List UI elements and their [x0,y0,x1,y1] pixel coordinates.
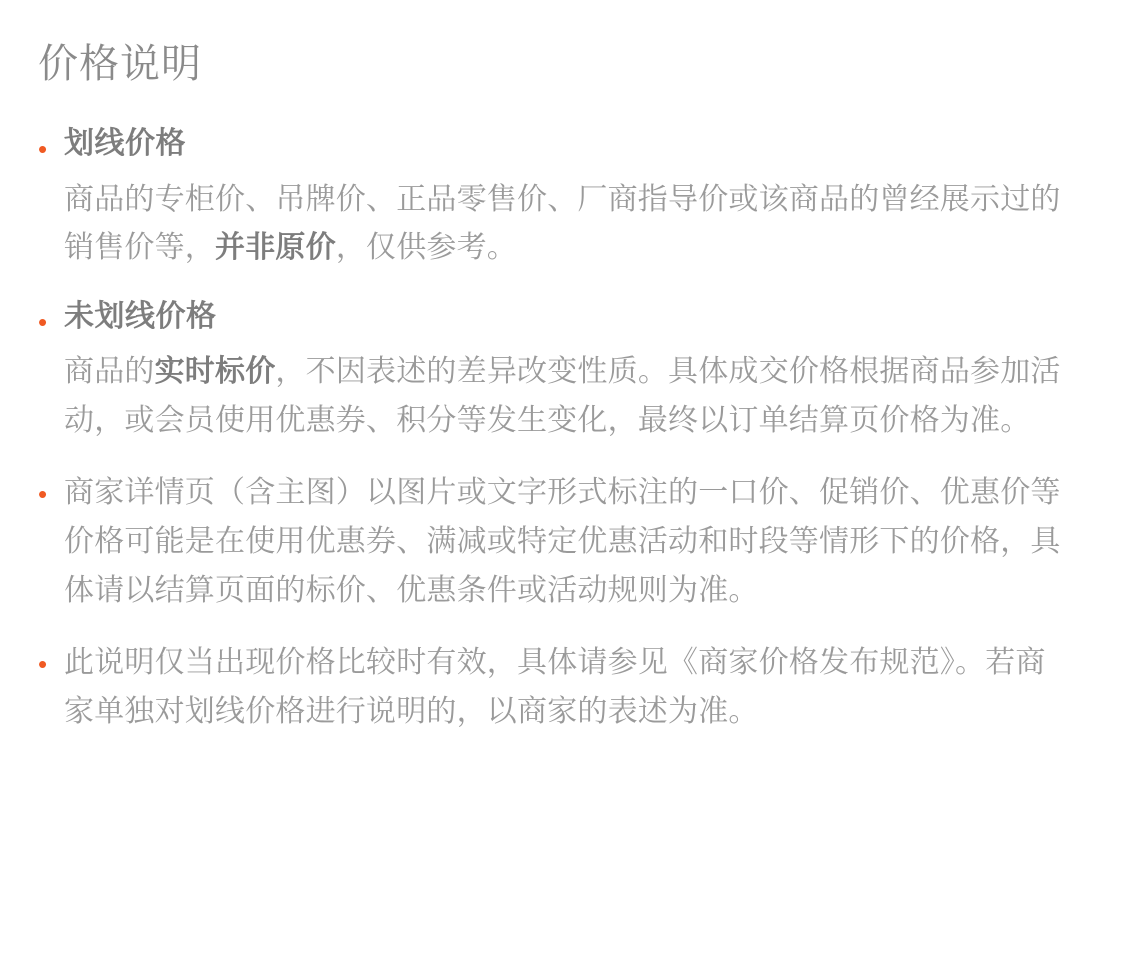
text-run-bold: 实时标价 [154,355,276,389]
price-sections-list [38,122,1073,736]
section-body [64,637,1073,736]
list-item [38,295,1073,446]
bullet-icon: • [38,649,48,680]
bullet-icon: • [38,134,48,164]
list-item [38,637,1073,736]
text-run: ，不因表述的差异改变性质。具体成交价格根据商品参加活动，或会员使用优惠券、积分等发生变化，最终以订单结算页价格为准。 [64,355,1061,437]
list-item [38,122,1073,273]
text-run-bold: 并非原价 [215,231,336,265]
section-heading: 未划线价格 [64,299,217,333]
section-text [64,176,1073,273]
section-text: 商家详情页（含主图）以图片或文字形式标注的一口价、促销价、优惠价等价格可能是在使用优惠券、满减或特定优惠活动和时段等情形下的价格，具体请以结算页面的标价、优惠条件或活动规则为准。 [64,476,1061,607]
section-body [64,295,1073,446]
page-title: 价格说明 [38,42,202,86]
section-body [64,467,1073,615]
text-run: 商品的专柜价、吊牌价、正品零售价、厂商指导价或该商品的曾经展示过的销售价等， [64,182,1061,265]
text-run: 商品的 [64,355,155,389]
section-heading: 划线价格 [64,127,186,160]
text-run: ，仅供参考。 [335,231,518,265]
list-item [38,467,1073,615]
section-text [64,348,1073,445]
bullet-icon: • [38,479,48,510]
bullet-icon: • [38,306,48,337]
section-text: 此说明仅当出现价格比较时有效，具体请参见《商家价格发布规范》。若商家单独对划线价格进行说明的，以商家的表述为准。 [64,646,1046,728]
section-body [64,122,1073,273]
